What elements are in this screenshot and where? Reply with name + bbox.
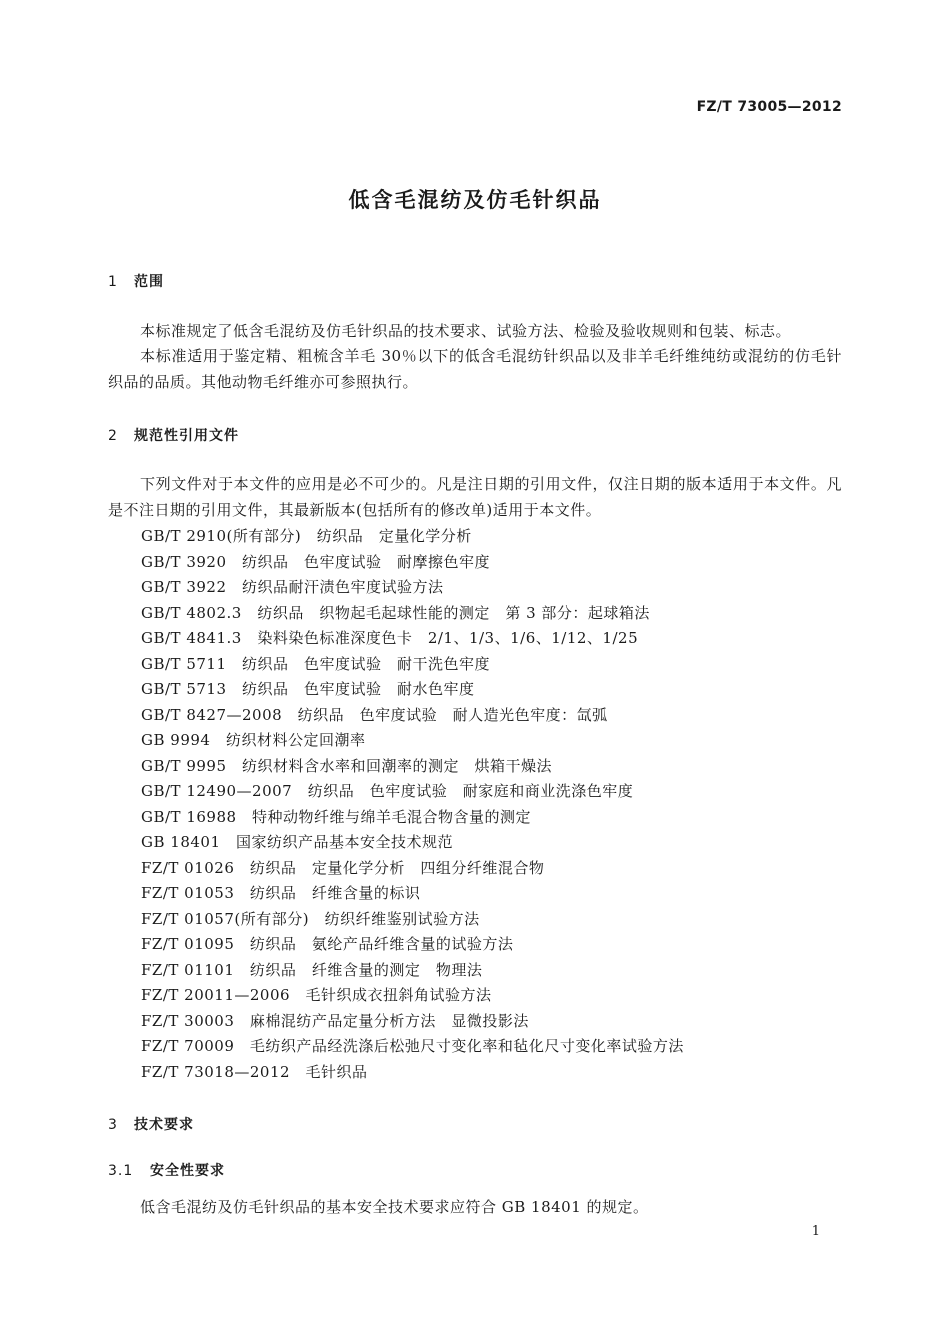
section-number: 2 [108, 428, 118, 444]
reference-item: GB/T 8427—2008 纺织品 色牢度试验 耐人造光色牢度：氙弧 [141, 705, 608, 724]
section-title: 范围 [134, 274, 164, 290]
reference-item: GB/T 5713 纺织品 色牢度试验 耐水色牢度 [141, 680, 475, 698]
subsection-title: 安全性要求 [150, 1163, 225, 1179]
section-3-heading [108, 1114, 194, 1134]
section-1-heading [108, 271, 164, 291]
reference-item: GB/T 4841.3 染料染色标准深度色卡 2/1、1/3、1/6、1/12、1/25 [141, 629, 639, 647]
section-number: 3 [108, 1117, 118, 1133]
reference-item: FZ/T 20011—2006 毛针织成衣扭斜角试验方法 [141, 986, 492, 1004]
reference-item: GB/T 5711 纺织品 色牢度试验 耐干洗色牢度 [141, 654, 491, 673]
reference-list [141, 524, 841, 1085]
subsection-number: 3.1 [108, 1163, 134, 1179]
references-intro: 下列文件对于本文件的应用是必不可少的。凡是注日期的引用文件，仅注日期的版本适用于本文件。凡是不注日期的引用文件，其最新版本(包括所有的修改单)适用于本文件。 [108, 475, 842, 519]
standard-code: FZ/T 73005—2012 [696, 99, 842, 115]
reference-item: FZ/T 73018—2012 毛针织品 [141, 1062, 368, 1081]
reference-item: GB/T 3920 纺织品 色牢度试验 耐摩擦色牢度 [141, 552, 491, 571]
reference-item: FZ/T 01053 纺织品 纤维含量的标识 [141, 884, 421, 902]
reference-item: FZ/T 30003 麻棉混纺产品定量分析方法 显微投影法 [141, 1011, 529, 1030]
section-number: 1 [108, 274, 118, 290]
subsection-3-1-heading [108, 1160, 225, 1180]
reference-item: FZ/T 01101 纺织品 纤维含量的测定 物理法 [141, 960, 483, 979]
reference-item: FZ/T 01095 纺织品 氨纶产品纤维含量的试验方法 [141, 935, 514, 953]
section-title: 技术要求 [134, 1117, 194, 1133]
reference-item: FZ/T 70009 毛纺织产品经洗涤后松弛尺寸变化率和毡化尺寸变化率试验方法 [141, 1037, 684, 1055]
reference-item: GB/T 9995 纺织材料含水率和回潮率的测定 烘箱干燥法 [141, 756, 553, 775]
reference-item: GB/T 2910(所有部分) 纺织品 定量化学分析 [141, 527, 472, 545]
reference-item: GB 9994 纺织材料公定回潮率 [141, 731, 366, 749]
scope-paragraph-2: 本标准适用于鉴定精、粗梳含羊毛 30％以下的低含毛混纺针织品以及非羊毛纤维纯纺或混纺的仿毛针织品的品质。其他动物毛纤维亦可参照执行。 [108, 347, 842, 391]
scope-paragraph-1: 本标准规定了低含毛混纺及仿毛针织品的技术要求、试验方法、检验及验收规则和包装、标志。 [140, 322, 792, 340]
reference-item: GB/T 12490—2007 纺织品 色牢度试验 耐家庭和商业洗涤色牢度 [141, 782, 634, 800]
reference-item: FZ/T 01057(所有部分) 纺织纤维鉴别试验方法 [141, 909, 480, 928]
page-number: 1 [811, 1224, 820, 1239]
safety-paragraph: 低含毛混纺及仿毛针织品的基本安全技术要求应符合 GB 18401 的规定。 [140, 1198, 649, 1216]
reference-item: GB/T 16988 特种动物纤维与绵羊毛混合物含量的测定 [141, 807, 532, 826]
reference-item: FZ/T 01026 纺织品 定量化学分析 四组分纤维混合物 [141, 858, 545, 877]
section-2-heading [108, 425, 239, 445]
section-title: 规范性引用文件 [134, 428, 239, 444]
reference-item: GB/T 3922 纺织品耐汗渍色牢度试验方法 [141, 578, 444, 596]
reference-item: GB 18401 国家纺织产品基本安全技术规范 [141, 833, 453, 851]
document-title: 低含毛混纺及仿毛针织品 [348, 188, 602, 212]
reference-item: GB/T 4802.3 纺织品 织物起毛起球性能的测定 第 3 部分：起球箱法 [141, 603, 650, 622]
